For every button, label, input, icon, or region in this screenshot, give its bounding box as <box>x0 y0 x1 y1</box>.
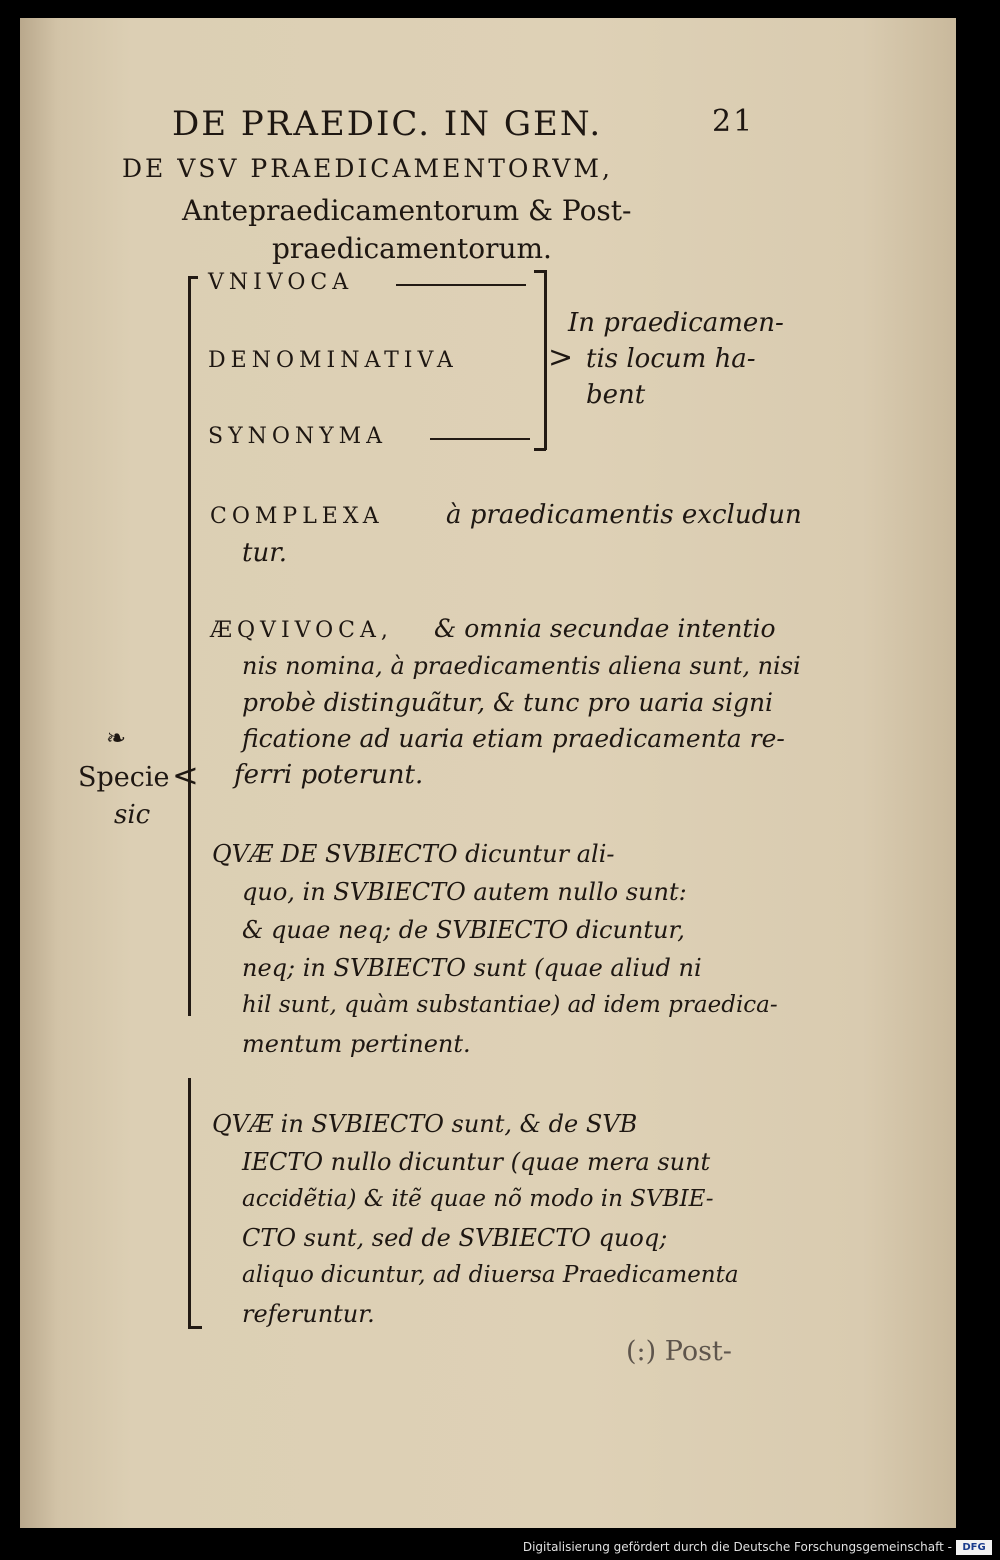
entry-complexa-line-1: à praedicamentis excludun <box>446 500 802 530</box>
page-number: 21 <box>712 104 755 139</box>
entry-aeqvivoca-lead: ÆQVIVOCA, <box>210 618 393 643</box>
heading-line-1: DE VSV PRAEDICAMENTORVM, <box>122 154 613 183</box>
note-line-3: bent <box>586 380 646 410</box>
term-vnivoca: VNIVOCA <box>208 270 354 295</box>
entry-accident-line-6: referuntur. <box>242 1300 375 1328</box>
dash-synonyma <box>430 438 530 440</box>
entry-complexa-lead: COMPLEXA <box>210 504 384 529</box>
entry-accident-line-1: QVÆ in SVBIECTO sunt, & de SVB <box>212 1110 638 1138</box>
note-line-2: tis locum ha- <box>586 344 756 374</box>
term-denominativa: DENOMINATIVA <box>208 348 458 373</box>
group1-brace <box>544 270 547 450</box>
dfg-logo: DFG <box>956 1540 992 1555</box>
note-line-1: In praedicamen- <box>568 308 784 338</box>
heading-line-3: praedicamentorum. <box>272 232 552 265</box>
group1-brace-bottom <box>534 448 546 451</box>
entry-aeqvivoca-line-4: ficatione ad uaria etiam praedicamenta re- <box>242 724 785 753</box>
book-page <box>20 18 956 1528</box>
entry-aeqvivoca-line-2: nis nomina, à praedicamentis aliena sunt, nisi <box>242 652 801 680</box>
entry-complexa-line-2: tur. <box>242 538 288 568</box>
term-synonyma: SYNONYMA <box>208 424 388 449</box>
entry-aeqvivoca-line-5: ferri poterunt. <box>234 760 424 790</box>
entry-aeqvivoca-line-1: & omnia secundae intentio <box>434 614 776 643</box>
entry-substance-line-5: hil sunt, quàm substantiae) ad idem praedica- <box>242 992 778 1018</box>
entry-accident-line-4: CTO sunt, sed de SVBIECTO quoq; <box>242 1224 668 1252</box>
heading-line-2: Antepraedicamentorum & Post- <box>182 194 632 227</box>
main-brace-point: < <box>172 756 199 794</box>
entry-substance-line-6: mentum pertinent. <box>242 1030 471 1058</box>
group1-brace-top <box>534 270 546 273</box>
entry-substance-line-3: & quae neq; de SVBIECTO dicuntur, <box>242 916 685 944</box>
entry-aeqvivoca-line-3: probè distinguãtur, & tunc pro uaria signi <box>242 688 774 717</box>
entry-accident-line-2: IECTO nullo dicuntur (quae mera sunt <box>242 1148 711 1176</box>
group1-brace-point: > <box>548 340 574 375</box>
main-brace-top-hook <box>188 276 198 279</box>
entry-accident-line-5: aliquo dicuntur, ad diuersa Praedicamenta <box>242 1262 739 1288</box>
main-brace-bottom-hook <box>188 1326 202 1329</box>
entry-substance-line-1: QVÆ DE SVBIECTO dicuntur ali- <box>212 840 615 868</box>
main-brace-bottom <box>188 1078 191 1328</box>
entry-accident-line-3: accidẽtia) & itẽ quae nõ modo in SVBIE- <box>242 1186 714 1212</box>
funding-notice: Digitalisierung gefördert durch die Deutsche Forschungsgemeinschaft - <box>522 1540 952 1554</box>
footer-bar <box>0 1536 1000 1560</box>
running-title: DE PRAEDIC. IN GEN. <box>172 104 603 144</box>
margin-ornament: ❧ <box>106 724 127 752</box>
catchword: (:) Post- <box>626 1336 732 1367</box>
margin-word-1: Specie <box>78 762 170 793</box>
entry-substance-line-2: quo, in SVBIECTO autem nullo sunt: <box>242 878 687 906</box>
main-brace-top <box>188 276 191 1016</box>
entry-substance-line-4: neq; in SVBIECTO sunt (quae aliud ni <box>242 954 702 982</box>
margin-word-2: sic <box>114 800 151 830</box>
dash-vnivoca <box>396 284 526 286</box>
